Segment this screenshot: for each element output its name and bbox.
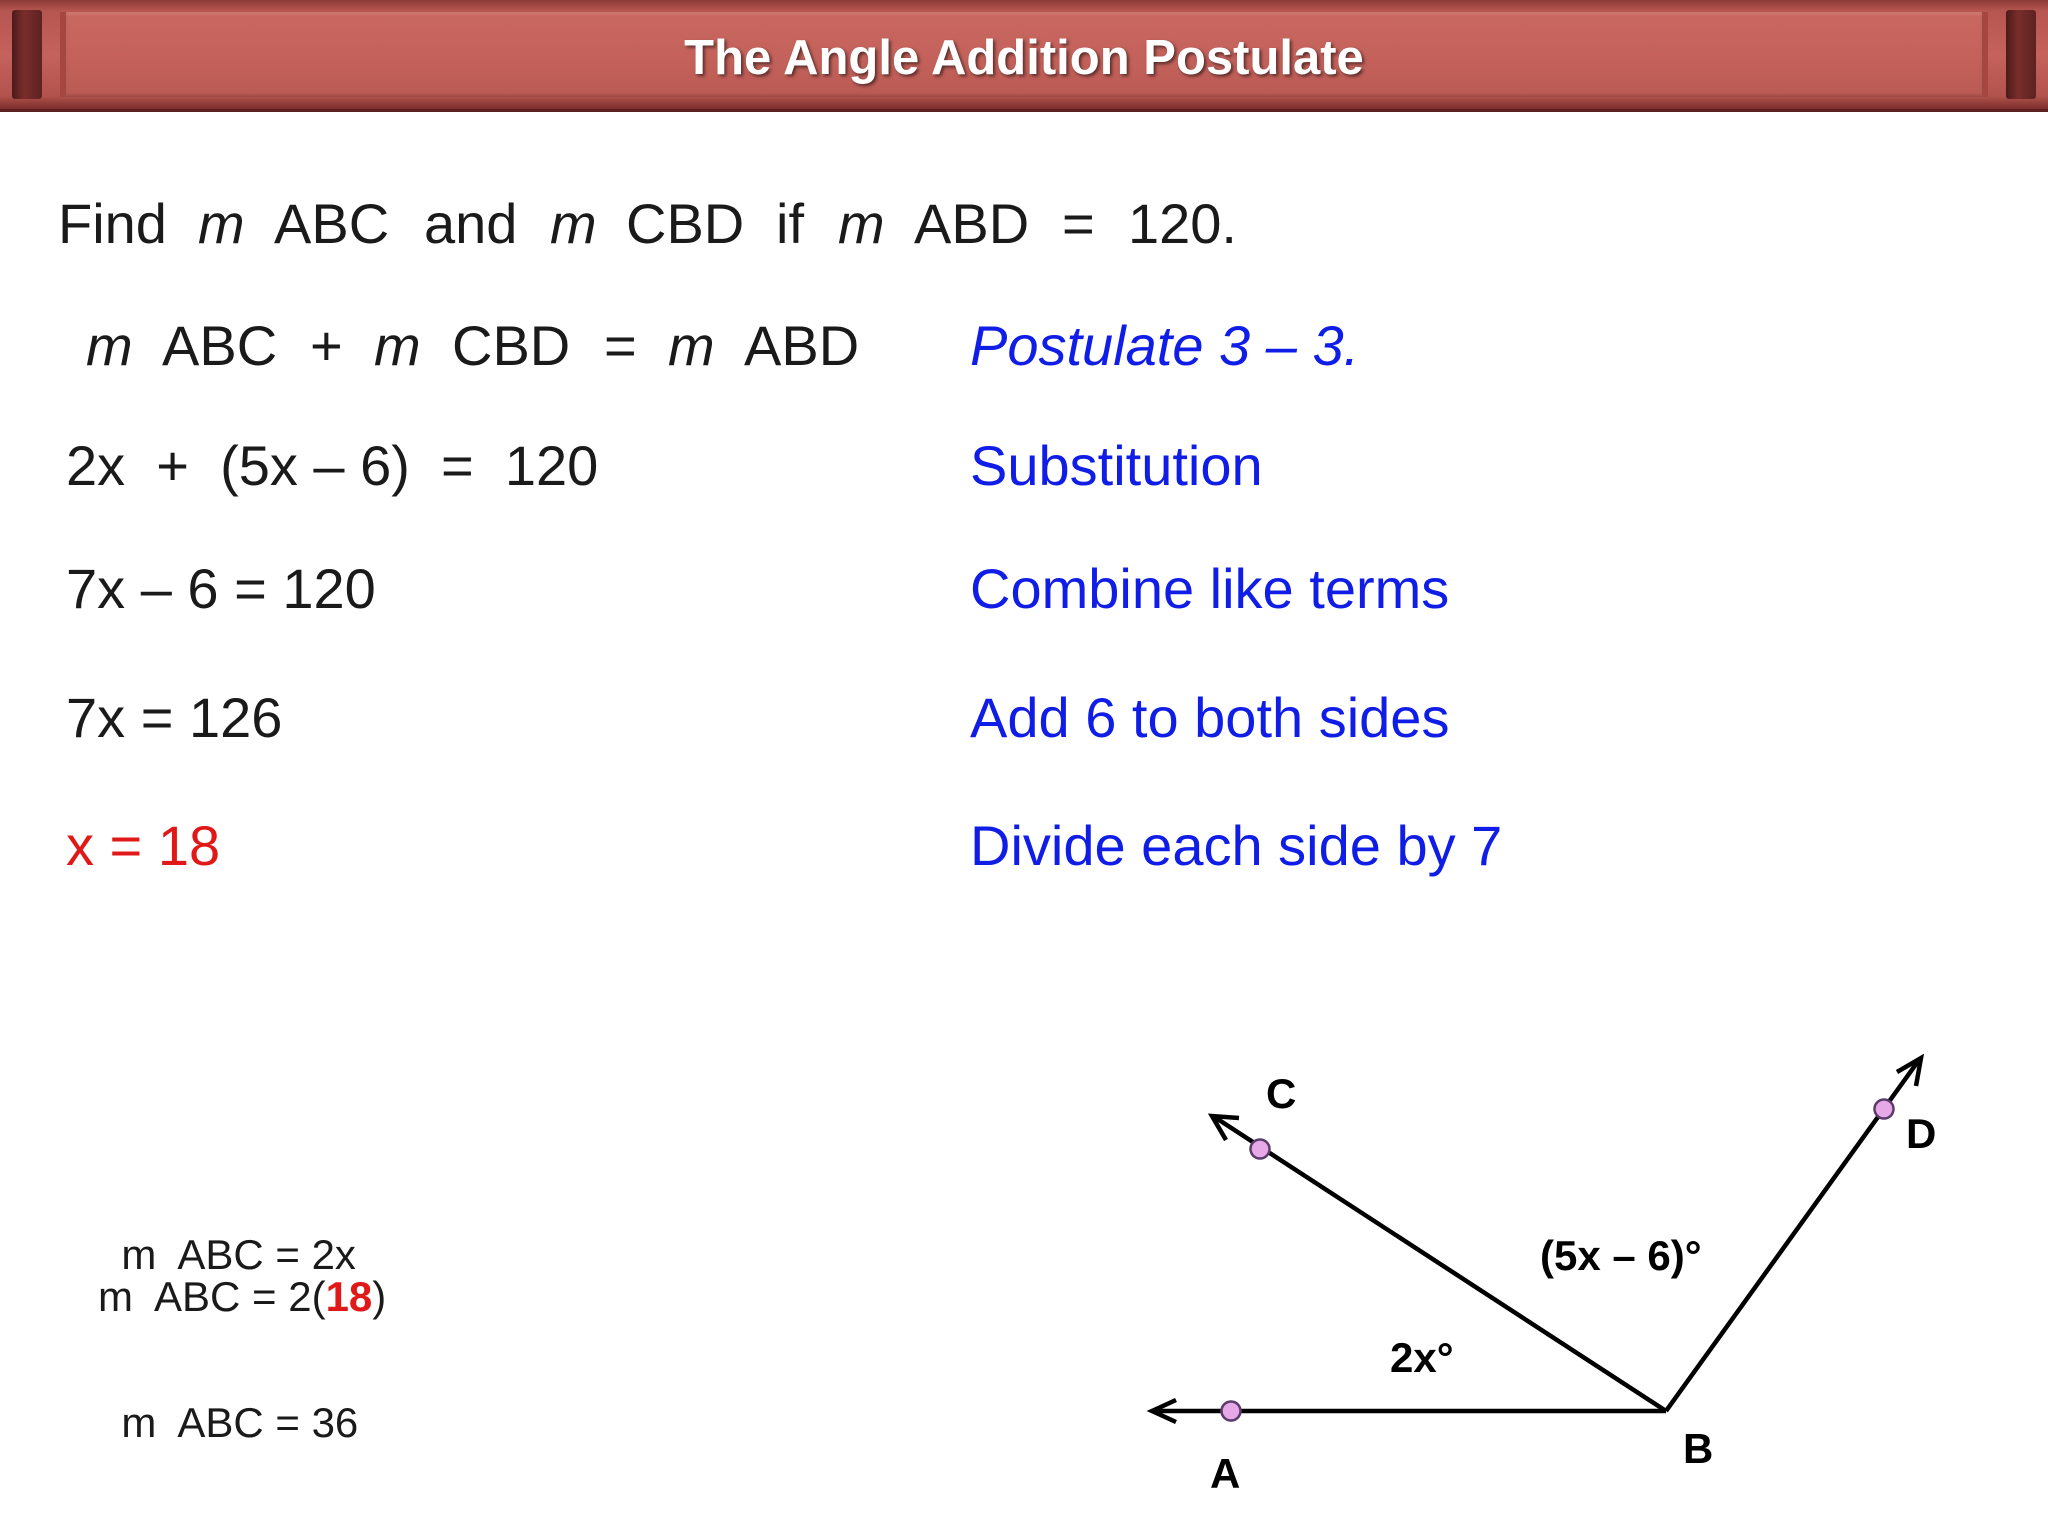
problem-angle-abd: ABD bbox=[914, 192, 1030, 255]
step1-m-3: m bbox=[668, 314, 715, 377]
problem-angle-abc: ABC bbox=[274, 192, 390, 255]
step1-angle-abd: ABD bbox=[744, 314, 860, 377]
step1-angle-cbd: CBD bbox=[452, 314, 571, 377]
problem-value: 120. bbox=[1128, 192, 1237, 255]
step-4-equation: 7x = 126 bbox=[66, 686, 283, 749]
problem-m-3: m bbox=[838, 192, 885, 255]
substitution-line-1-text: m ABC = 2x bbox=[121, 1231, 356, 1278]
step1-m-2: m bbox=[374, 314, 421, 377]
point-d bbox=[1875, 1100, 1894, 1119]
problem-find: Find bbox=[58, 192, 167, 255]
label-a: A bbox=[1210, 1450, 1241, 1497]
point-c bbox=[1251, 1140, 1270, 1159]
slide-title: The Angle Addition Postulate bbox=[684, 31, 1364, 85]
step-1-reason: Postulate 3 – 3. bbox=[970, 314, 1360, 377]
substitution-line-2-value: 18 bbox=[325, 1273, 373, 1320]
step1-plus: + bbox=[310, 314, 343, 377]
step-3-equation: 7x – 6 = 120 bbox=[66, 557, 376, 620]
step1-angle-abc: ABC bbox=[162, 314, 278, 377]
step-2-reason: Substitution bbox=[970, 434, 1263, 497]
angle-cbd-label: (5x – 6)° bbox=[1540, 1232, 1702, 1279]
point-a bbox=[1222, 1402, 1241, 1421]
step-3-reason: Combine like terms bbox=[970, 557, 1450, 620]
problem-if: if bbox=[776, 192, 804, 255]
problem-m-2: m bbox=[550, 192, 597, 255]
problem-equals: = bbox=[1062, 192, 1095, 255]
problem-angle-cbd: CBD bbox=[626, 192, 745, 255]
angle-abc-label: 2x° bbox=[1390, 1334, 1454, 1381]
label-c: C bbox=[1266, 1070, 1297, 1117]
substitution-line-2-suffix: ) bbox=[372, 1273, 387, 1320]
substitution-line-3-text: m ABC = 36 bbox=[121, 1399, 359, 1446]
label-b: B bbox=[1683, 1425, 1714, 1472]
step1-equals: = bbox=[604, 314, 637, 377]
step-2-equation: 2x + (5x – 6) = 120 bbox=[66, 434, 599, 497]
label-d: D bbox=[1906, 1110, 1937, 1157]
step-5-equation: x = 18 bbox=[66, 814, 221, 877]
step-4-reason: Add 6 to both sides bbox=[970, 686, 1450, 749]
problem-and: and bbox=[424, 192, 518, 255]
substitution-line-2-prefix: m ABC = 2( bbox=[98, 1273, 326, 1320]
step-5-reason: Divide each side by 7 bbox=[970, 814, 1503, 877]
step1-m-1: m bbox=[86, 314, 133, 377]
problem-m-1: m bbox=[198, 192, 245, 255]
